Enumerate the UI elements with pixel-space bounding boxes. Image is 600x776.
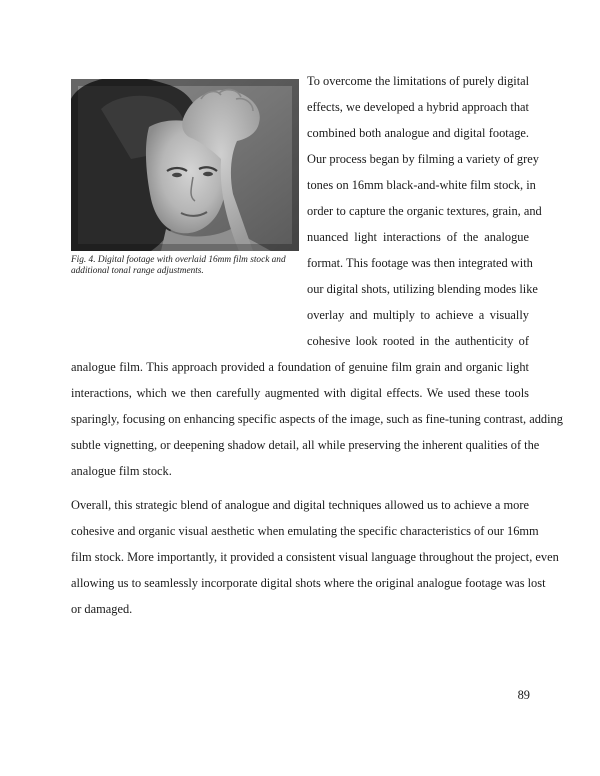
body-text-line: nuanced light interactions of the analogue [307,230,529,244]
caption-line: Fig. 4. Digital footage with overlaid 16mm film stock and [71,255,286,265]
body-text-line: To overcome the limitations of purely digital [307,74,530,88]
body-text-line: effects, we developed a hybrid approach that [307,100,529,114]
figure-photo [71,79,299,251]
figure [71,79,299,277]
body-text-line: cohesive and organic visual aesthetic when emulating the specific characteristics of our 16mm [71,524,539,538]
body-text-line: or damaged. [71,602,133,616]
body-text-line: cohesive look rooted in the authenticity of [307,334,529,348]
body-text-line: sparingly, focusing on enhancing specific aspects of the image, such as fine-tuning contrast, adding [71,412,563,426]
body-text-line: interactions, which we then carefully augmented with digital effects. We used these tools [71,386,529,400]
body-text-line: combined both analogue and digital footage. [307,126,529,140]
body-text-line: our digital shots, utilizing blending modes like [307,282,538,296]
body-text-line: analogue film stock. [71,464,172,478]
body-text-line: analogue film. This approach provided a foundation of genuine film grain and organic light [71,360,529,374]
body-text-line: subtle vignetting, or deepening shadow detail, all while preserving the inherent qualities of the [71,438,540,452]
figure-caption [71,255,299,277]
body-text-line: format. This footage was then integrated with [307,256,533,270]
body-text-line: overlay and multiply to achieve a visually [307,308,529,322]
body-text-line: tones on 16mm black-and-white film stock, in [307,178,536,192]
body-text-line: order to capture the organic textures, grain, and [307,204,542,218]
body-text-line: allowing us to seamlessly incorporate digital shots where the original analogue footage was lost [71,576,546,590]
body-text-line: film stock. More importantly, it provided a consistent visual language throughout the project, even [71,550,559,564]
page-number: 89 [517,688,530,702]
caption-line: additional tonal range adjustments. [71,266,204,276]
body-text-line: Our process began by filming a variety of grey [307,152,539,166]
body-text-line: Overall, this strategic blend of analogue and digital techniques allowed us to achieve a more [71,498,529,512]
